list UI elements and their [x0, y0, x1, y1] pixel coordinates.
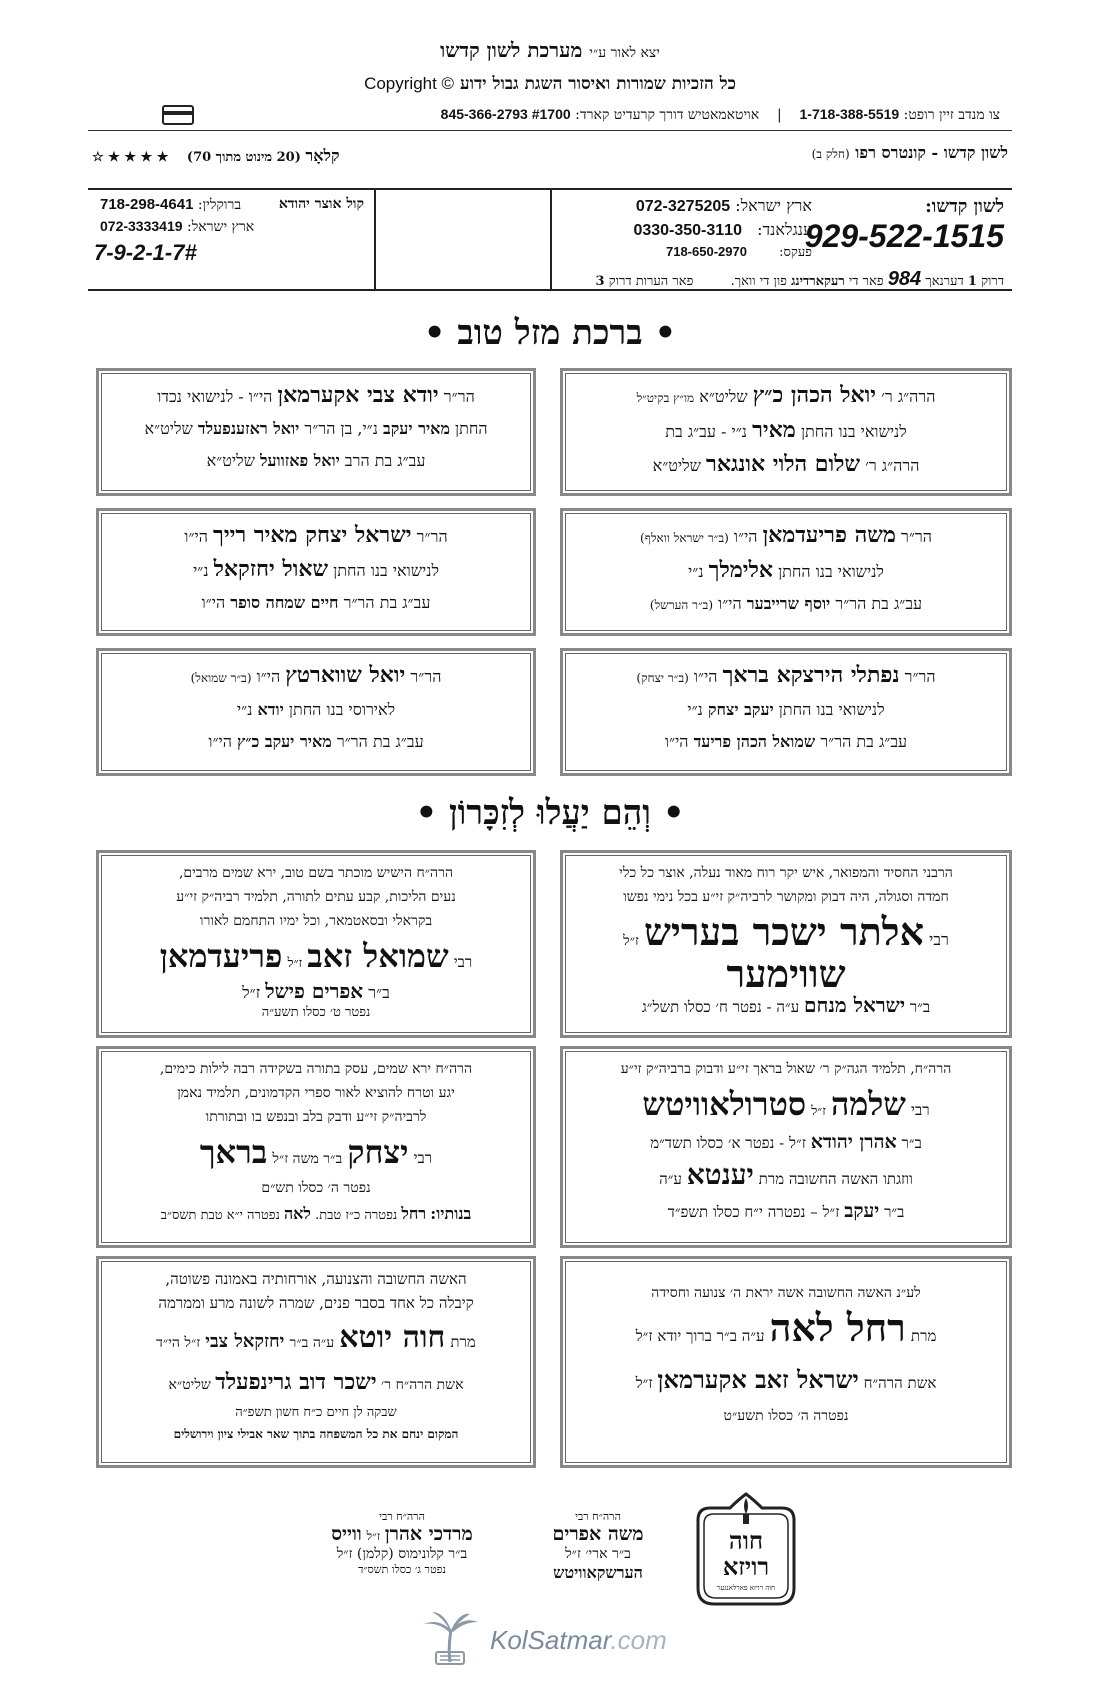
info-divider	[374, 190, 376, 289]
header-line3-right-label: צו מנדב זיין רופט:	[903, 107, 1000, 123]
mazel-boxes-5-l2c: נ״י	[236, 700, 253, 719]
mazel-boxes-0-l3a: הרה״ג ר׳	[865, 456, 920, 475]
publisher-name: מערכת לשון קדשו	[440, 38, 583, 62]
memorials-2-l5a: ב״ר	[884, 1203, 905, 1221]
mazel-boxes-1-l2d: יואל ראזענפעלד	[197, 419, 300, 438]
memorials-0-rabbi: רבי	[929, 930, 949, 949]
mazel-boxes-5-l3a: עב״ג בת הר״ר	[336, 732, 424, 751]
memorials-2-l4a: ווזגתו האשה החשובה מרת	[758, 1170, 913, 1188]
memorials-3-mid: ב״ר משה ז״ל	[272, 1151, 343, 1167]
memorials-2-l3b: אהרן יהודא	[810, 1131, 897, 1153]
memorials-3-d1: רחל	[401, 1204, 427, 1223]
mazel-boxes-5-l2a: לאירוסי בנו החתן	[288, 700, 396, 719]
rating-line	[92, 146, 340, 166]
memorials-4-l3b: ישראל זאב אקערמאן	[657, 1365, 859, 1394]
header-line2-copyright: Copyright ©	[364, 74, 455, 93]
mazel-boxes-1-l1a: הר״ר	[443, 387, 475, 406]
memorial-box	[560, 850, 1012, 1038]
memorials-5-mid-b: יחזקאל צבי	[205, 1331, 285, 1352]
mazel-tov-box	[560, 508, 1012, 636]
mazel-boxes-1-l3a: עב״ג בת הרב	[344, 451, 426, 470]
mazel-boxes-4-l1b: נפתלי הירצקא בראך	[722, 662, 900, 688]
memorials-2-l4b: יענטא	[686, 1158, 754, 1191]
mazel-boxes-0-l2c: נ״י - עב״ג בת	[665, 422, 747, 441]
memorials-3-daughters-label: בנותיו:	[430, 1204, 472, 1223]
mazel-boxes-5-l1c: הי״ו	[256, 667, 281, 686]
mazel-tov-box	[560, 648, 1012, 776]
mazel-boxes-4-l1d: (ב״ר יצחק)	[636, 671, 689, 685]
mazel-boxes-1-l3c: שליט״א	[206, 451, 255, 470]
footer-r2-zl: ז״ל	[366, 1529, 381, 1543]
memorials-5-l4: שבקה לן חיים כ״ח חשון תשפ״ה	[235, 1405, 397, 1420]
memorials-3-rabbi: רבי	[413, 1149, 433, 1167]
info-england-label: ענגלאנד:	[757, 220, 812, 239]
mazel-boxes-0-l1d: מו״ץ בקיט״ל	[636, 391, 695, 405]
memorials-1-son-a: ב״ר	[368, 983, 390, 1002]
memorials-3-name1: יצחק	[347, 1133, 409, 1171]
mazel-boxes-1-l2c: נ״י, בן הר״ר	[304, 419, 378, 438]
mazel-boxes-2-l2a: לנישואי בנו החתן	[778, 562, 884, 581]
mazel-boxes-4-l1a: הר״ר	[904, 667, 936, 686]
footer-r1-line: ב״ר ארי׳ ז״ל	[565, 1546, 631, 1562]
mazel-tov-box	[96, 508, 536, 636]
info-print-line-a: דרוק	[981, 274, 1004, 289]
star-rating-icon: ★ ★ ★ ★ ☆	[92, 150, 169, 165]
memorials-2-zl: ז״ל	[811, 1104, 826, 1119]
header-line1-prefix: יצא לאור ע״י	[589, 45, 660, 61]
mazel-boxes-3-l2b: שאול יחזקאל	[213, 556, 329, 582]
subheader-right-part: (חלק ב)	[811, 147, 850, 161]
memorials-1-last: נפטר ט׳ כסלו תשע״ה	[261, 1005, 371, 1020]
mazel-boxes-2-l3c: הי״ו	[718, 594, 742, 613]
mazel-boxes-0-l1a: הרה״ג ר׳	[881, 387, 936, 406]
mazel-boxes-2-l1b: משה פריעדמאן	[762, 522, 896, 548]
memorial-box	[96, 1046, 536, 1248]
memorials-5-mid-c: ז״ל הי״ד	[156, 1335, 201, 1351]
info-print-984: 984	[887, 268, 922, 290]
mazel-boxes-2-l1c: הי״ו	[733, 527, 758, 546]
info-print-line-d: רעקארדינג	[791, 274, 845, 289]
footer-logo-small: חוה רויזא פארלאנגער	[716, 1584, 776, 1592]
memorials-2-l3a: ב״ר	[901, 1134, 922, 1152]
info-print-3: 3	[595, 274, 605, 289]
mazel-boxes-0-l1b: יואל הכהן כ״ץ	[752, 382, 877, 408]
mazel-boxes-2-l1a: הר״ר	[900, 527, 932, 546]
mazel-boxes-5-l3b: מאיר יעקב כ״ץ	[237, 732, 332, 751]
mazel-boxes-3-l2a: לנישואי בנו החתן	[333, 561, 439, 580]
footer-r2-last: נפטר ג׳ כסלו תשס״ד	[358, 1563, 446, 1576]
lk-label: לשון קדשו:	[925, 196, 1004, 217]
credit-card-icon	[162, 105, 194, 125]
info-print-line-b: דערנאך	[925, 274, 964, 289]
mazel-tov-box	[96, 648, 536, 776]
mazel-boxes-5-l3c: הי״ו	[208, 732, 232, 751]
memorials-3-d1b: נפטרה כ״ז טבת.	[315, 1208, 398, 1223]
mazel-boxes-0-l2: לנישואי בנו החתן	[800, 422, 907, 441]
info-israel2-label: ארץ ישראל:	[186, 219, 255, 235]
memorials-1-rabbi: רבי	[453, 953, 473, 971]
mazel-boxes-1-l3b: יואל פאזוועל	[260, 451, 340, 470]
mazel-boxes-3-l3a: עב״ג בת הר״ר	[343, 593, 431, 612]
mazel-boxes-3-l1a: הר״ר	[416, 527, 448, 546]
mazel-boxes-2-l2b: אלימלך	[708, 557, 773, 583]
header-line3-sep: |	[776, 107, 782, 123]
header-divider	[88, 130, 1012, 131]
memorials-3-d2: לאה	[283, 1204, 311, 1223]
memorials-5-mrs: מרת	[450, 1333, 476, 1351]
memorials-1-p2: נעים הליכות, קבע עתים לתורה, תלמיד רביה״ק זי״ע	[176, 889, 456, 905]
memorials-2-p1: הרה״ח, תלמיד הגה״ק ר׳ שאול בראך זי״ע ודבוק ברביה״ק זי״ע	[620, 1061, 952, 1077]
mazel-tov-heading: • ברכת מזל טוב •	[423, 313, 677, 353]
mazel-boxes-5-l1d: (ב״ר שמואל)	[190, 671, 252, 685]
subheader-right-title: לשון קדשו - קונטרס רפו	[855, 143, 1008, 162]
memorial-box	[560, 1046, 1012, 1248]
subheader-left-brand: קלאָר	[305, 146, 340, 165]
israel2-phone[interactable]: 072-3333419	[100, 218, 183, 234]
mazel-boxes-5-l1b: יואל שווארטץ	[285, 662, 406, 688]
memorials-4-l3a: אשת הרה״ח	[863, 1374, 937, 1392]
info-print-1: 1	[967, 274, 977, 289]
memorials-4-l3c: ז״ל	[635, 1374, 653, 1392]
memorials-2-l4c: ע״ה	[659, 1170, 682, 1188]
memorials-0-last-b: ישראל מנחם	[804, 993, 906, 1017]
copyright-line	[0, 74, 1100, 94]
memorials-0-last-a: ב״ר	[909, 998, 931, 1016]
memorials-1-zl: ז״ל	[287, 956, 303, 971]
footer-brand-domain: .com	[610, 1625, 667, 1655]
footer-logo-line1: חוה	[728, 1526, 764, 1555]
info-print-notes: פאר הערות דרוק	[608, 274, 694, 289]
memorials-4-name1: רחל לאה	[769, 1305, 906, 1350]
memorials-0-p1: הרבני החסיד והמפואר, איש יקר רוח מאוד נעלה, אוצר כל כלי	[619, 865, 953, 881]
mazel-boxes-2-l3d: (ב״ר הערשל)	[649, 598, 714, 612]
memorials-2-rabbi: רבי	[911, 1101, 930, 1119]
credit-card-phone[interactable]: 845-366-2793 #1700	[440, 106, 571, 122]
mazel-boxes-3-l2c: נ״י	[193, 561, 209, 580]
mazel-boxes-3-l3c: הי״ו	[201, 593, 226, 612]
memorials-3-died: נפטר ה׳ כסלו תש״ם	[261, 1180, 371, 1196]
brooklyn-phone[interactable]: 718-298-4641	[100, 196, 194, 213]
memorial-box	[96, 1256, 536, 1468]
england-phone[interactable]: 0330-350-3110	[633, 222, 742, 239]
publisher-line	[0, 38, 1100, 63]
memorials-4-mid: ע״ה ב״ר ברוך יודא ז״ל	[635, 1327, 765, 1345]
chava-roiza-logo	[690, 1492, 802, 1612]
mazel-boxes-4-l1c: הי״ו	[693, 667, 718, 686]
kol-label: קול אוצר יהודא	[278, 196, 364, 212]
footer-memorial-1	[528, 1510, 668, 1583]
memorials-0-zl: ז״ל	[623, 933, 639, 949]
header-line3-left-label: אויטאמאטיש דורך קרעדיט קארד:	[575, 107, 760, 123]
footer-r2-title: הרה״ח רבי	[379, 1510, 425, 1523]
memorials-5-l5: המקום ינחם את כל המשפחה בתוך שאר אבילי ציון וירושלים	[173, 1427, 459, 1441]
footer-logo-line2: רויזא	[722, 1552, 770, 1581]
footer-r2-line: ב״ר קלונימוס (קלמן) ז״ל	[336, 1546, 468, 1562]
mazel-boxes-5-l1a: הר״ר	[410, 667, 442, 686]
memorials-2-l5c: ז״ל – נפטרה י״ח כסלו תשפ״ד	[667, 1203, 840, 1221]
footer-r1-title: הרה״ח רבי	[575, 1510, 621, 1523]
mazel-boxes-2-l2c: נ״י	[688, 562, 704, 581]
memorials-2-l5b: יעקב	[844, 1200, 880, 1222]
mazel-boxes-1-l1b: יודא צבי אקערמאן	[277, 382, 439, 408]
info-israel-label: ארץ ישראל:	[735, 196, 812, 215]
memorials-0-name2: שווימער	[726, 951, 846, 996]
memorials-3-p1: הרה״ח ירא שמים, עסק בתורה בשקידה רבה לילות כימים,	[159, 1061, 473, 1077]
memorials-5-mid-a: ע״ה ב״ר	[289, 1335, 335, 1351]
memorials-5-l3b: ישכר דוב גרינפעלד	[215, 1369, 377, 1395]
memorials-4-p1: לע״נ האשה החשובה אשה יראת ה׳ צנועה וחסידה	[651, 1285, 921, 1301]
memorials-3-p2: יגע וטרח להוציא לאור ספרי הקדמונים, תלמיד נאמן	[177, 1085, 455, 1101]
mazel-boxes-3-l3b: חיים שמחה סופר	[230, 593, 339, 612]
mazel-boxes-4-l3a: עב״ג בת הר״ר	[820, 732, 908, 751]
info-fax-label: פעקס:	[779, 245, 812, 260]
footer-memorial-2	[292, 1510, 512, 1576]
memorial-box	[560, 1256, 1012, 1468]
contact-info-panel	[88, 188, 1012, 291]
mazel-boxes-1-l2e: שליט״א	[144, 419, 193, 438]
memorials-5-l3c: שליט״א	[168, 1377, 211, 1393]
mazel-boxes-1-l2b: מאיר יעקב	[383, 419, 450, 438]
mazel-boxes-2-l3a: עב״ג בת הר״ר	[835, 594, 923, 613]
mazel-boxes-0-l3c: שליט״א	[652, 456, 701, 475]
mazel-boxes-4-l2c: נ״י	[687, 700, 703, 719]
footer-brand: KolSatmar	[490, 1625, 611, 1655]
mazel-tov-box	[96, 368, 536, 496]
memorials-0-last-c: ע״ה - נפטר ח׳ כסלו תשל״ג	[641, 998, 800, 1016]
subheader-left-minutes: (20 מינוט מתוך 70)	[186, 150, 301, 165]
memorials-5-name1: חוה יוטא	[339, 1320, 446, 1355]
mazel-boxes-0-l2b: מאיר	[752, 417, 796, 443]
info-print-line-e: פון די וואך.	[730, 274, 787, 289]
memorials-4-last: נפטרה ה׳ כסלו תשע״ט	[723, 1408, 849, 1424]
memorial-box	[96, 850, 536, 1038]
kolsatmar-brand[interactable]	[420, 1610, 720, 1670]
memorials-1-name2: פריעדמאן	[159, 937, 283, 975]
memorials-2-name2: סטרולאוויטש	[642, 1085, 807, 1123]
memorials-1-son-b: אפרים פישל	[265, 979, 364, 1003]
mazel-boxes-4-l3c: הי״ו	[664, 732, 689, 751]
footer-r2-name: מרדכי אהרן	[384, 1523, 473, 1545]
memorials-3-p3: לרביה״ק זי״ע ודבק בלב ובנפש בו ובתורתו	[205, 1109, 427, 1125]
mazel-boxes-2-l3b: יוסף שרייבער	[746, 594, 831, 613]
mazel-boxes-1-l1c: הי״ו - לנישואי נכדו	[157, 387, 273, 406]
footer-r1-last: הערשקאוויטש	[553, 1563, 643, 1582]
booklet-title	[812, 143, 1008, 163]
memorials-2-name1: שלמה	[830, 1085, 906, 1123]
memorials-1-son-c: ז״ל	[242, 983, 261, 1002]
mazel-boxes-0-l3b: שלום הלוי אונגאר	[706, 451, 861, 477]
mazel-boxes-2-l1d: (ב״ר ישראל וואלף)	[640, 531, 729, 545]
mazel-boxes-4-l3b: שמואל הכהן פריעד	[693, 732, 816, 751]
mazel-boxes-4-l2a: לנישואי בנו החתן	[778, 700, 885, 719]
mazel-boxes-4-l2b: יעקב יצחק	[707, 700, 774, 719]
mazel-boxes-5-l2b: יודא	[257, 700, 284, 719]
print-instructions	[596, 268, 1004, 291]
memorials-4-mrs: מרת	[910, 1327, 937, 1345]
memorials-5-p2: קיבלה כל אחד בסבר פנים, שמרה לשונה מרע וממרמה	[158, 1294, 474, 1312]
memorials-5-l3a: אשת הרה״ח ר׳	[381, 1377, 464, 1393]
footer-r2-name2: ווייס	[331, 1523, 362, 1545]
memorials-2-l3c: ז״ל - נפטר א׳ כסלו תשד״מ	[650, 1134, 806, 1152]
footer-r1-name: משה אפרים	[552, 1523, 644, 1545]
access-code: 7-9-2-1-7#	[94, 240, 197, 265]
lk-phone[interactable]: 929-522-1515	[804, 218, 1004, 254]
memorials-1-p1: הרה״ח הישיש מוכתר בשם טוב, ירא שמים מרבים,	[178, 865, 454, 881]
memorial-heading: • וְהֵם יַעֲלוּ לְזִכָּרוֹן •	[415, 793, 685, 833]
mazel-boxes-3-l1c: הי״ו	[184, 527, 208, 546]
mazel-boxes-3-l1b: ישראל יצחק מאיר רייך	[213, 522, 412, 548]
palm-tree-icon	[420, 1610, 480, 1668]
donation-phone[interactable]: 1-718-388-5519	[799, 106, 900, 122]
info-print-line-c: פאר די	[848, 274, 884, 289]
fax-phone[interactable]: 718-650-2970	[665, 244, 747, 259]
info-divider	[550, 190, 552, 289]
memorials-3-name2: בראך	[199, 1133, 268, 1171]
header-line2-text: כל הזכיות שמורות ואיסור השגת גבול ידוע	[460, 74, 736, 94]
memorials-3-d2b: נפטרה י״א טבת תשס״ב	[160, 1208, 280, 1223]
memorials-1-name1: שמואל זאב	[307, 937, 449, 975]
memorials-1-p3: בקראלי ובסאטמאר, וכל ימיו התחמם לאורו	[199, 913, 433, 929]
donation-line	[160, 106, 1000, 124]
mazel-boxes-1-l2a: החתן	[455, 419, 488, 438]
memorials-0-p2: חמדה וסגולה, היה דבוק ומקושר לרביה״ק זי״ע בכל נימי נפשו	[623, 889, 949, 905]
mazel-boxes-0-l1c: שליט״א	[699, 387, 748, 406]
memorials-5-p1: האשה החשובה והצנועה, אורחותיה באמונה פשוטה,	[165, 1270, 467, 1288]
memorials-0-name1: אלתר ישכר בעריש	[644, 909, 924, 954]
mazel-tov-box	[560, 368, 1012, 496]
israel-phone[interactable]: 072-3275205	[635, 198, 731, 215]
info-brooklyn-label: ברוקלין:	[197, 197, 242, 213]
